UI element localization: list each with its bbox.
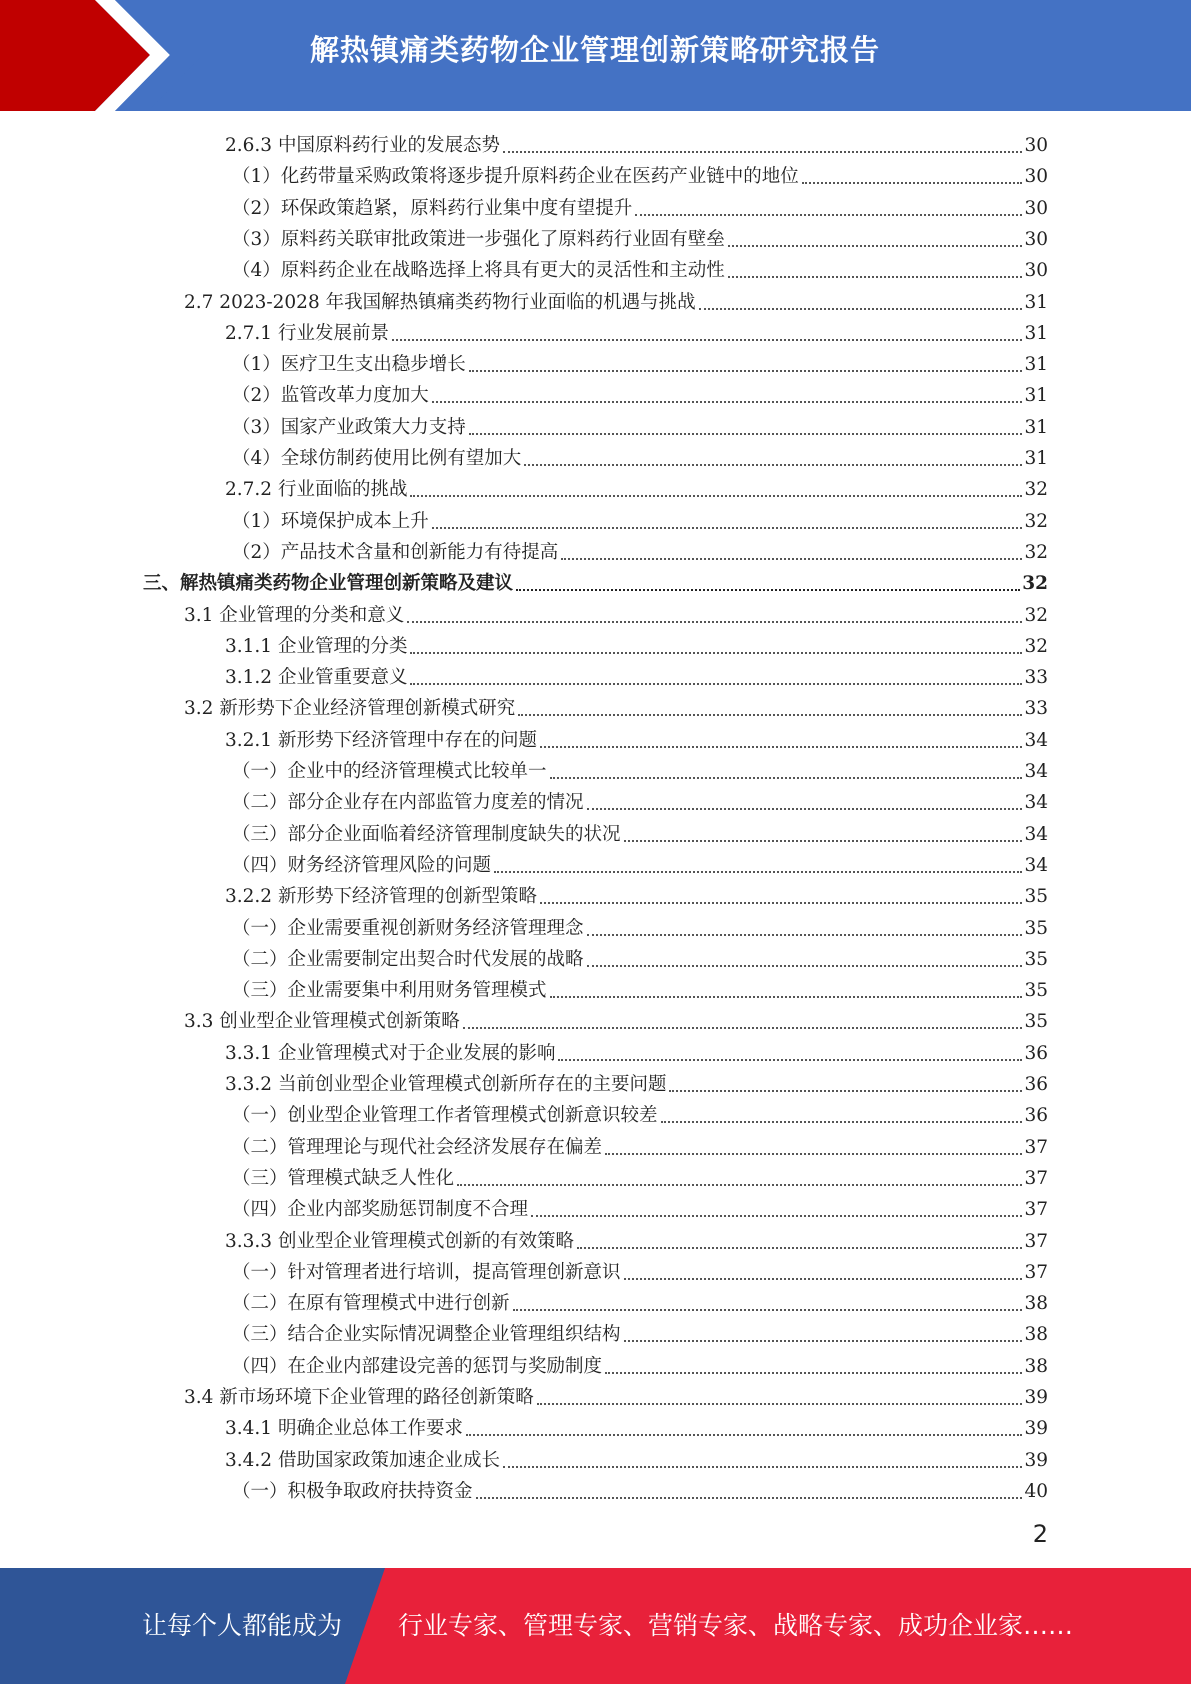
toc-dot-leader bbox=[516, 589, 1020, 591]
toc-entry-page: 32 bbox=[1024, 479, 1048, 501]
toc-entry[interactable] bbox=[232, 1285, 1048, 1316]
toc-entry[interactable] bbox=[232, 440, 1048, 471]
toc-dot-leader bbox=[728, 276, 1023, 278]
toc-entry-title: 3.2 新形势下企业经济管理创新模式研究 bbox=[184, 698, 516, 720]
toc-entry[interactable] bbox=[232, 1160, 1048, 1191]
toc-entry-title: 3.1.2 企业管重要意义 bbox=[225, 667, 408, 689]
toc-entry-title: （一）针对管理者进行培训，提高管理创新意识 bbox=[232, 1261, 621, 1283]
toc-dot-leader bbox=[494, 871, 1022, 873]
toc-entry-page: 31 bbox=[1024, 448, 1048, 469]
toc-entry-page: 39 bbox=[1024, 1418, 1048, 1440]
toc-entry-page: 38 bbox=[1024, 1355, 1048, 1377]
toc-entry[interactable] bbox=[232, 1129, 1048, 1160]
toc-entry-page: 31 bbox=[1024, 354, 1048, 376]
toc-entry[interactable] bbox=[232, 1316, 1048, 1347]
toc-entry-page: 36 bbox=[1024, 1105, 1048, 1127]
toc-dot-leader bbox=[518, 714, 1022, 716]
toc-entry[interactable] bbox=[232, 1473, 1048, 1504]
toc-entry[interactable] bbox=[225, 127, 1048, 158]
toc-entry-title: 3.2.1 新形势下经济管理中存在的问题 bbox=[225, 729, 537, 751]
toc-entry-page: 39 bbox=[1024, 1387, 1048, 1408]
toc-entry[interactable] bbox=[232, 252, 1048, 283]
toc-entry-page: 32 bbox=[1024, 635, 1048, 657]
toc-entry[interactable] bbox=[232, 847, 1048, 878]
toc-entry[interactable] bbox=[225, 471, 1048, 502]
toc-dot-leader bbox=[469, 370, 1023, 372]
toc-entry[interactable] bbox=[225, 1035, 1048, 1066]
page-header bbox=[0, 0, 1191, 111]
toc-entry-title: （4）全球仿制药使用比例有望加大 bbox=[232, 448, 522, 469]
toc-dot-leader bbox=[469, 433, 1023, 435]
toc-entry-title: 2.7 2023-2028 年我国解热镇痛类药物行业面临的机遇与挑战 bbox=[184, 291, 696, 313]
toc-dot-leader bbox=[540, 902, 1022, 904]
toc-entry-title: （一）创业型企业管理工作者管理模式创新意识较差 bbox=[232, 1105, 658, 1127]
toc-entry-title: 3.3.2 当前创业型企业管理模式创新所存在的主要问题 bbox=[225, 1074, 667, 1095]
toc-entry[interactable] bbox=[232, 910, 1048, 941]
toc-entry-title: 三、解热镇痛类药物企业管理创新策略及建议 bbox=[143, 573, 514, 595]
toc-entry[interactable] bbox=[225, 1442, 1048, 1473]
toc-entry-title: （2）监管改革力度加大 bbox=[232, 385, 429, 407]
toc-entry[interactable] bbox=[232, 377, 1048, 408]
toc-dot-leader bbox=[457, 1184, 1022, 1186]
toc-entry-page: 37 bbox=[1024, 1230, 1048, 1252]
toc-entry-title: （1）环境保护成本上升 bbox=[232, 510, 429, 532]
toc-entry-title: （四）财务经济管理风险的问题 bbox=[232, 854, 492, 876]
toc-entry[interactable] bbox=[232, 1254, 1048, 1285]
toc-entry[interactable] bbox=[184, 690, 1048, 721]
toc-entry-title: 2.7.1 行业发展前景 bbox=[225, 322, 389, 344]
toc-entry-page: 37 bbox=[1024, 1136, 1048, 1158]
toc-entry-page: 30 bbox=[1024, 197, 1048, 219]
toc-entry-title: （二）企业需要制定出契合时代发展的战略 bbox=[232, 948, 584, 970]
toc-entry-title: （一）企业需要重视创新财务经济管理理念 bbox=[232, 917, 584, 939]
footer-slogan-right: 行业专家、管理专家、营销专家、战略专家、成功企业家…… bbox=[398, 1611, 1074, 1640]
toc-dot-leader bbox=[392, 339, 1022, 341]
toc-dot-leader bbox=[537, 1403, 1023, 1405]
toc-entry-title: （一）企业中的经济管理模式比较单一 bbox=[232, 761, 547, 782]
toc-entry-title: （四）在企业内部建设完善的惩罚与奖励制度 bbox=[232, 1355, 603, 1377]
toc-entry-title: （3）国家产业政策大力支持 bbox=[232, 416, 466, 438]
toc-entry-page: 34 bbox=[1024, 729, 1048, 751]
toc-entry[interactable] bbox=[225, 1066, 1048, 1097]
toc-entry-title: （4）原料药企业在战略选择上将具有更大的灵活性和主动性 bbox=[232, 260, 725, 282]
toc-dot-leader bbox=[550, 777, 1023, 779]
toc-entry-page: 30 bbox=[1024, 228, 1048, 250]
toc-entry-page: 37 bbox=[1024, 1261, 1048, 1283]
toc-entry-title: 3.4.1 明确企业总体工作要求 bbox=[225, 1418, 463, 1440]
toc-entry[interactable] bbox=[232, 534, 1048, 565]
toc-dot-leader bbox=[558, 1059, 1022, 1061]
toc-entry-title: 3.3.1 企业管理模式对于企业发展的影响 bbox=[225, 1042, 556, 1064]
toc-entry-page: 40 bbox=[1024, 1480, 1048, 1502]
toc-entry-title: （三）结合企业实际情况调整企业管理组织结构 bbox=[232, 1324, 621, 1346]
toc-entry[interactable] bbox=[232, 409, 1048, 440]
toc-entry-page: 32 bbox=[1024, 510, 1048, 532]
toc-dot-leader bbox=[605, 1372, 1022, 1374]
toc-dot-leader bbox=[407, 621, 1022, 623]
toc-entry-page: 35 bbox=[1024, 980, 1048, 1002]
toc-entry[interactable] bbox=[225, 1223, 1048, 1254]
toc-dot-leader bbox=[699, 308, 1023, 310]
toc-dot-leader bbox=[513, 1309, 1023, 1311]
toc-entry-title: 3.1 企业管理的分类和意义 bbox=[184, 604, 405, 626]
toc-entry-title: （三）部分企业面临着经济管理制度缺失的状况 bbox=[232, 823, 621, 845]
toc-entry-page: 31 bbox=[1024, 385, 1048, 407]
toc-entry-page: 30 bbox=[1024, 166, 1048, 188]
toc-entry[interactable] bbox=[232, 346, 1048, 377]
toc-dot-leader bbox=[540, 746, 1022, 748]
toc-entry-title: （3）原料药关联审批政策进一步强化了原料药行业固有壁垒 bbox=[232, 228, 725, 250]
toc-entry[interactable] bbox=[232, 221, 1048, 252]
toc-entry-page: 34 bbox=[1024, 761, 1048, 782]
toc-dot-leader bbox=[624, 840, 1023, 842]
toc-entry[interactable] bbox=[184, 597, 1048, 628]
toc-dot-leader bbox=[503, 151, 1022, 153]
toc-entry-page: 35 bbox=[1024, 1011, 1048, 1033]
toc-dot-leader bbox=[561, 558, 1022, 560]
toc-entry-title: （一）积极争取政府扶持资金 bbox=[232, 1480, 473, 1502]
toc-dot-leader bbox=[503, 1466, 1022, 1468]
toc-entry-page: 36 bbox=[1024, 1042, 1048, 1064]
toc-entry-title: 3.1.1 企业管理的分类 bbox=[225, 635, 408, 657]
toc-entry-page: 32 bbox=[1022, 573, 1048, 595]
toc-entry-page: 38 bbox=[1024, 1324, 1048, 1346]
toc-entry[interactable] bbox=[232, 158, 1048, 189]
toc-entry-page: 34 bbox=[1024, 854, 1048, 876]
toc-dot-leader bbox=[587, 965, 1023, 967]
footer-slogan-left: 让每个人都能成为 bbox=[142, 1611, 343, 1640]
toc-dot-leader bbox=[476, 1497, 1023, 1499]
toc-entry-page: 35 bbox=[1024, 917, 1048, 939]
toc-dot-leader bbox=[802, 182, 1023, 184]
toc-dot-leader bbox=[410, 652, 1022, 654]
toc-dot-leader bbox=[728, 245, 1023, 247]
toc-entry-page: 35 bbox=[1024, 948, 1048, 970]
toc-entry[interactable] bbox=[232, 503, 1048, 534]
toc-dot-leader bbox=[466, 1434, 1022, 1436]
toc-entry-title: （三）企业需要集中利用财务管理模式 bbox=[232, 980, 547, 1002]
toc-entry[interactable] bbox=[232, 1348, 1048, 1379]
toc-entry[interactable] bbox=[225, 878, 1048, 909]
toc-entry-page: 32 bbox=[1024, 604, 1048, 626]
toc-entry[interactable] bbox=[232, 784, 1048, 815]
toc-dot-leader bbox=[524, 464, 1022, 466]
toc-entry-title: （二）管理理论与现代社会经济发展存在偏差 bbox=[232, 1136, 603, 1158]
toc-entry[interactable] bbox=[232, 1097, 1048, 1128]
toc-entry[interactable] bbox=[232, 972, 1048, 1003]
toc-entry-page: 31 bbox=[1024, 416, 1048, 438]
toc-entry[interactable] bbox=[232, 941, 1048, 972]
toc-entry[interactable] bbox=[184, 1003, 1048, 1034]
toc-entry-page: 36 bbox=[1024, 1074, 1048, 1095]
toc-entry[interactable] bbox=[232, 816, 1048, 847]
toc-entry-page: 34 bbox=[1024, 792, 1048, 814]
toc-dot-leader bbox=[550, 996, 1023, 998]
toc-entry[interactable] bbox=[143, 565, 1048, 596]
toc-entry-page: 37 bbox=[1024, 1167, 1048, 1189]
toc-entry-page: 35 bbox=[1024, 886, 1048, 908]
toc-entry-title: 3.4.2 借助国家政策加速企业成长 bbox=[225, 1449, 500, 1471]
toc-dot-leader bbox=[624, 1340, 1023, 1342]
toc-entry-title: （二）部分企业存在内部监管力度差的情况 bbox=[232, 792, 584, 814]
toc-dot-leader bbox=[432, 401, 1023, 403]
toc-dot-leader bbox=[587, 808, 1023, 810]
toc-entry[interactable] bbox=[225, 659, 1048, 690]
toc-dot-leader bbox=[605, 1153, 1022, 1155]
toc-dot-leader bbox=[577, 1247, 1022, 1249]
toc-entry-title: 3.2.2 新形势下经济管理的创新型策略 bbox=[225, 886, 537, 908]
page-footer bbox=[0, 1568, 1191, 1684]
toc-entry[interactable] bbox=[232, 190, 1048, 221]
toc-entry[interactable] bbox=[225, 315, 1048, 346]
toc-entry[interactable] bbox=[225, 1410, 1048, 1441]
toc-entry-title: 3.3.3 创业型企业管理模式创新的有效策略 bbox=[225, 1230, 574, 1252]
toc-dot-leader bbox=[661, 1121, 1023, 1123]
toc-dot-leader bbox=[410, 683, 1022, 685]
toc-entry-title: （2）产品技术含量和创新能力有待提高 bbox=[232, 541, 559, 563]
toc-entry[interactable] bbox=[184, 1379, 1048, 1410]
toc-entry-title: （2）环保政策趋紧，原料药行业集中度有望提升 bbox=[232, 197, 633, 219]
toc-entry[interactable] bbox=[225, 722, 1048, 753]
toc-dot-leader bbox=[635, 214, 1022, 216]
toc-entry-title: （四）企业内部奖励惩罚制度不合理 bbox=[232, 1199, 529, 1221]
toc-entry-title: （1）化药带量采购政策将逐步提升原料药企业在医药产业链中的地位 bbox=[232, 166, 799, 188]
toc-entry-title: 2.7.2 行业面临的挑战 bbox=[225, 479, 408, 501]
toc-entry-title: （三）管理模式缺乏人性化 bbox=[232, 1167, 455, 1189]
toc-entry-title: 3.4 新市场环境下企业管理的路径创新策略 bbox=[184, 1387, 534, 1408]
page-number: 2 bbox=[1032, 1520, 1048, 1548]
toc-dot-leader bbox=[410, 495, 1022, 497]
toc-entry[interactable] bbox=[225, 628, 1048, 659]
toc-entry[interactable] bbox=[184, 284, 1048, 315]
toc-entry-title: （1）医疗卫生支出稳步增长 bbox=[232, 354, 466, 376]
toc-dot-leader bbox=[531, 1215, 1022, 1217]
toc-entry-page: 31 bbox=[1024, 322, 1048, 344]
report-title: 解热镇痛类药物企业管理创新策略研究报告 bbox=[310, 33, 881, 67]
toc-entry-page: 31 bbox=[1024, 291, 1048, 313]
toc-entry-page: 34 bbox=[1024, 823, 1048, 845]
toc-entry-title: 3.3 创业型企业管理模式创新策略 bbox=[184, 1011, 460, 1033]
toc-dot-leader bbox=[624, 1278, 1023, 1280]
toc-dot-leader bbox=[669, 1090, 1022, 1092]
toc-entry-page: 30 bbox=[1024, 135, 1048, 156]
toc-entry-page: 33 bbox=[1024, 667, 1048, 689]
toc-dot-leader bbox=[587, 934, 1023, 936]
toc-entry-title: （二）在原有管理模式中进行创新 bbox=[232, 1293, 510, 1315]
toc-dot-leader bbox=[463, 1027, 1023, 1029]
toc-entry-page: 37 bbox=[1024, 1199, 1048, 1221]
toc-entry-page: 39 bbox=[1024, 1449, 1048, 1471]
toc-entry-page: 33 bbox=[1024, 698, 1048, 720]
toc-entry-page: 38 bbox=[1024, 1293, 1048, 1315]
toc-entry-page: 32 bbox=[1024, 541, 1048, 563]
toc-entry[interactable] bbox=[232, 1191, 1048, 1222]
toc-dot-leader bbox=[432, 527, 1023, 529]
toc-entry-title: 2.6.3 中国原料药行业的发展态势 bbox=[225, 135, 500, 156]
toc-entry[interactable] bbox=[232, 753, 1048, 784]
toc-entry-page: 30 bbox=[1024, 260, 1048, 282]
